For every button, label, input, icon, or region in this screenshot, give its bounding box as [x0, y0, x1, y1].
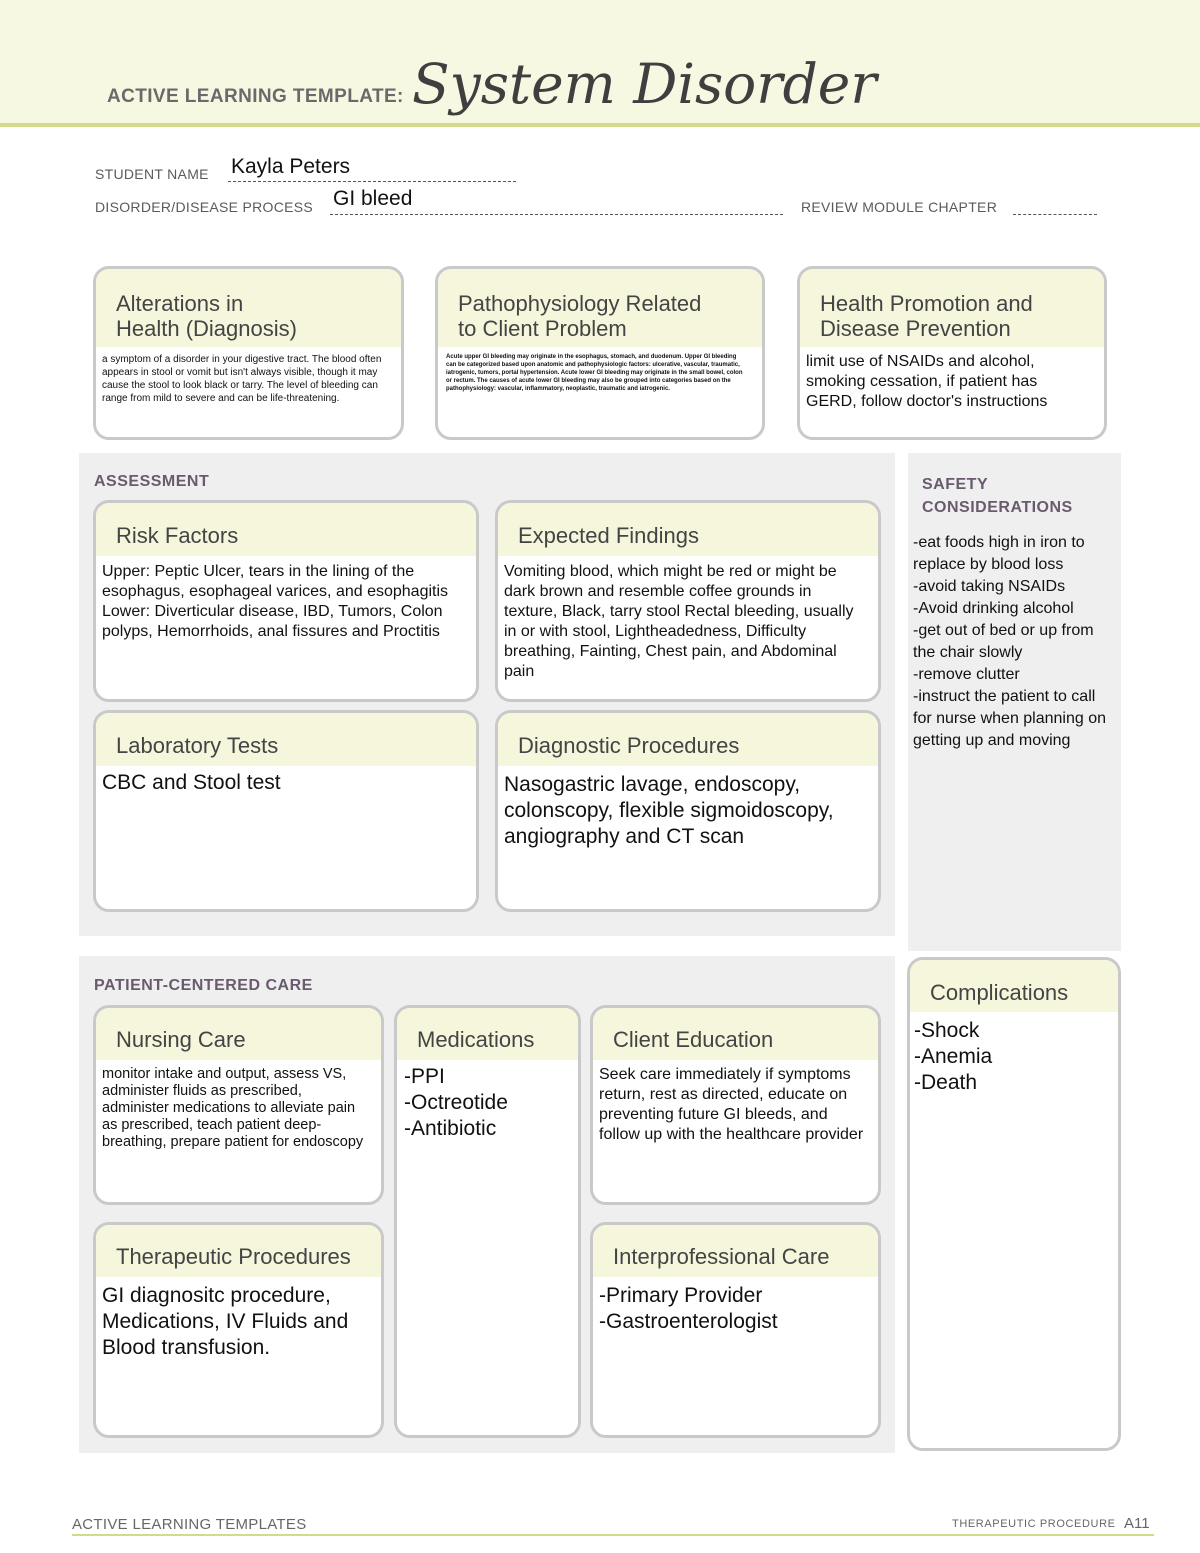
laboratory-tests-title: Laboratory Tests [96, 713, 476, 766]
expected-findings-box [495, 500, 881, 702]
alterations-text[interactable]: a symptom of a disorder in your digestive tract. The blood often appears in stool or vomit but isn't always visible, though it may cause the stool to look black or tarry. The level of bleeding can range from mild to severe and can be life-threatening. [102, 354, 382, 404]
risk-factors-box [93, 500, 479, 702]
footer-left: ACTIVE LEARNING TEMPLATES [72, 1516, 307, 1533]
diagnostic-procedures-title: Diagnostic Procedures [498, 713, 878, 766]
pathophysiology-text[interactable]: Acute upper GI bleeding may originate in the esophagus, stomach, and duodenum. Upper GI bleeding can be categorized based upon anatomic and pathophysiologic factors: ulcerative, vascular, traumatic, iatrogenic, tumors, portal hypertension. Acute lower GI bleeding may originate in the small bowel, colon or rectum. The causes of acute lower GI bleeding may also be grouped into categories based on the pathophysiology: vascular, inflammatory, neoplastic, traumatic and iatrogenic. [446, 354, 743, 392]
assessment-heading: ASSESSMENT [94, 473, 210, 490]
pathophysiology-box [435, 266, 765, 440]
therapeutic-procedures-title: Therapeutic Procedures [96, 1225, 381, 1277]
risk-factors-text[interactable]: Upper: Peptic Ulcer, tears in the lining of the esophagus, esophageal varices, and esophagitis Lower: Diverticular disease, IBD, Tumors, Colon polyps, Hemorrhoids, anal fissures and Proctitis [102, 563, 449, 640]
disorder-field[interactable]: GI bleed [333, 187, 413, 210]
therapeutic-procedures-box [93, 1222, 384, 1438]
diagnostic-procedures-text[interactable]: Nasogastric lavage, endoscopy, colonscopy, flexible sigmoidoscopy, angiography and CT scan [504, 773, 834, 848]
therapeutic-procedures-text[interactable]: GI diagnositc procedure, Medications, IV Fluids and Blood transfusion. [102, 1284, 349, 1359]
complications-text[interactable]: -Shock -Anemia -Death [914, 1019, 993, 1094]
expected-findings-text[interactable]: Vomiting blood, which might be red or might be dark brown and resemble coffee grounds in texture, Black, tarry stool Rectal bleeding, usually in or with stool, Lightheadedness, Difficulty breathing, Fainting, Chest pain, and Abdominal pain [504, 563, 854, 680]
laboratory-tests-text[interactable]: CBC and Stool test [102, 771, 281, 794]
health-promotion-text[interactable]: limit use of NSAIDs and alcohol, smoking cessation, if patient has GERD, follow doctor's instructions [806, 353, 1048, 410]
alterations-box [93, 266, 404, 440]
nursing-care-text[interactable]: monitor intake and output, assess VS, administer fluids as prescribed, administer medications to alleviate pain as prescribed, teach patient deep-breathing, prepare patient for endoscopy [102, 1066, 364, 1150]
page-title: System Disorder [412, 52, 877, 116]
client-education-text[interactable]: Seek care immediately if symptoms return, rest as directed, educate on preventing future GI bleeds, and follow up with the healthcare provider [599, 1066, 864, 1143]
complications-title: Complications [910, 960, 1118, 1012]
footer-page-number: A11 [1124, 1515, 1150, 1532]
interprofessional-care-text[interactable]: -Primary Provider -Gastroenterologist [599, 1284, 778, 1333]
medications-text[interactable]: -PPI -Octreotide -Antibiotic [404, 1065, 508, 1140]
template-label: ACTIVE LEARNING TEMPLATE: [107, 86, 404, 107]
header-rule [0, 123, 1200, 127]
medications-title: Medications [397, 1008, 578, 1060]
health-promotion-title: Health Promotion and Disease Prevention [800, 269, 1104, 347]
nursing-care-title: Nursing Care [96, 1008, 381, 1060]
student-name-field[interactable]: Kayla Peters [231, 155, 351, 178]
alterations-title: Alterations in Health (Diagnosis) [96, 269, 401, 347]
disorder-label: DISORDER/DISEASE PROCESS [95, 199, 314, 215]
footer-right: THERAPEUTIC PROCEDURE [952, 1518, 1116, 1530]
safety-heading: SAFETY CONSIDERATIONS [922, 476, 1073, 516]
client-education-title: Client Education [593, 1008, 878, 1060]
chapter-label: REVIEW MODULE CHAPTER [801, 199, 998, 215]
diagnostic-procedures-box [495, 710, 881, 912]
student-name-label: STUDENT NAME [95, 166, 209, 182]
chapter-field[interactable] [1013, 214, 1097, 215]
nursing-care-box [93, 1005, 384, 1205]
disorder-line [330, 214, 783, 215]
medications-box [394, 1005, 581, 1438]
health-promotion-box [797, 266, 1107, 440]
interprofessional-care-box [590, 1222, 881, 1438]
safety-text[interactable]: -eat foods high in iron to replace by blood loss -avoid taking NSAIDs -Avoid drinking alcohol -get out of bed or up from the chair slowly -remove clutter -instruct the patient to call for nurse when planning on getting up and moving [913, 534, 1107, 749]
risk-factors-title: Risk Factors [96, 503, 476, 556]
footer-rule [72, 1534, 1154, 1536]
interprofessional-care-title: Interprofessional Care [593, 1225, 878, 1277]
complications-box [907, 957, 1121, 1451]
pathophysiology-title: Pathophysiology Related to Client Problem [438, 269, 762, 347]
laboratory-tests-box [93, 710, 479, 912]
expected-findings-title: Expected Findings [498, 503, 878, 556]
care-heading: PATIENT-CENTERED CARE [94, 977, 313, 994]
student-name-line [228, 181, 516, 182]
client-education-box [590, 1005, 881, 1205]
